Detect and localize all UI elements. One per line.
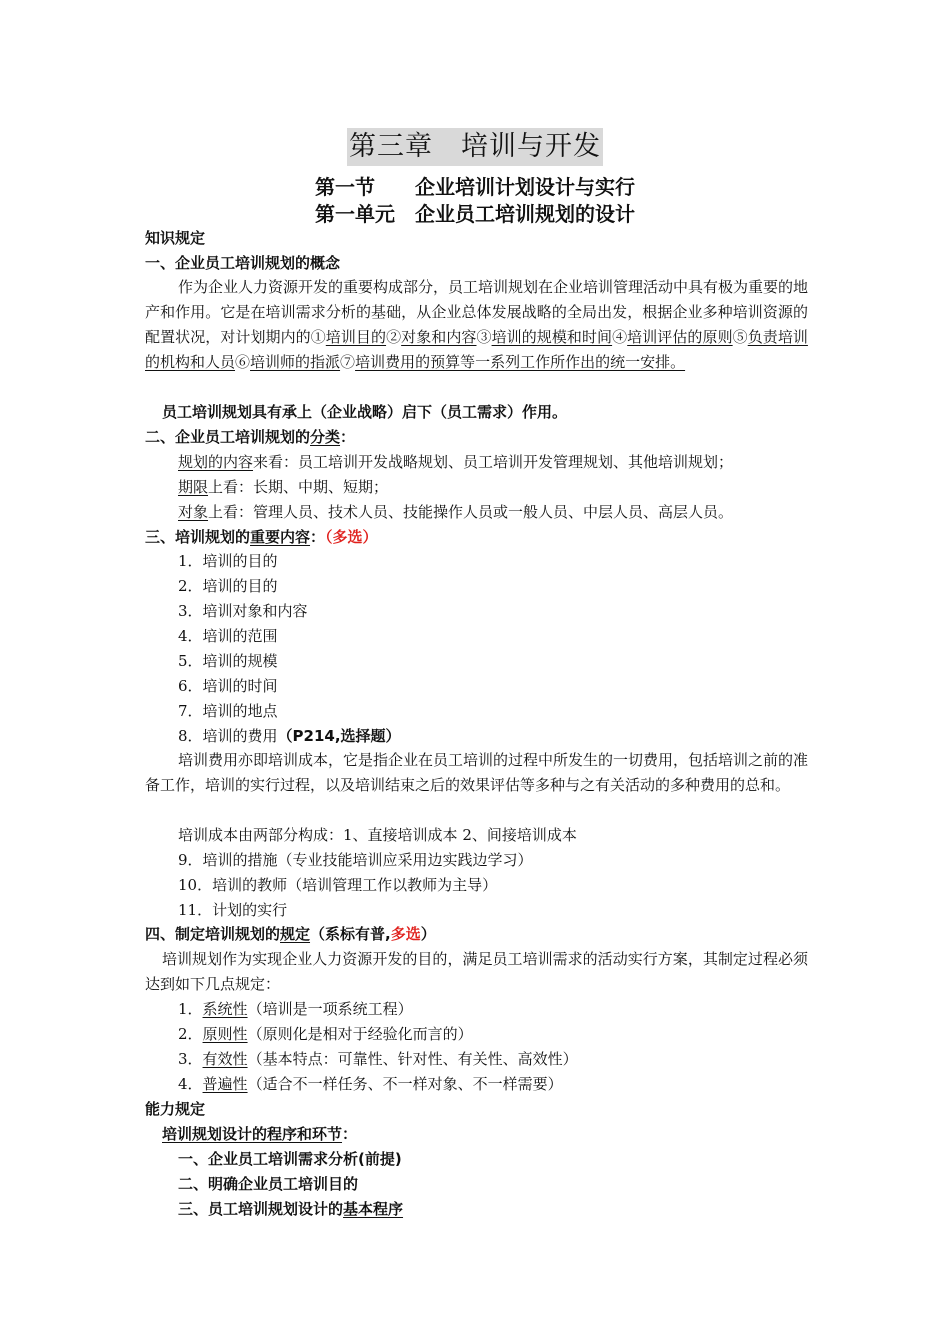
list-item: 7．培训的地点 bbox=[178, 702, 278, 720]
chapter-title: 第三章 培训与开发 bbox=[0, 128, 950, 166]
s4-intro: 培训规划作为实现企业人力资源开发的目的，满足员工培训需求的活动实行方案，其制定过程必须达到如下几点规定： bbox=[145, 950, 808, 993]
knowledge-heading: 知识规定 bbox=[145, 229, 206, 247]
list-item: 8．培训的费用（P214,选择题） bbox=[178, 727, 401, 745]
list-item: 4．普遍性（适合不一样任务、不一样对象、不一样需要） bbox=[178, 1075, 563, 1093]
list-item: 9．培训的措施（专业技能培训应采用边实践边学习） bbox=[178, 851, 533, 869]
section-title: 第一节 企业培训计划设计与实行 bbox=[315, 175, 635, 199]
list-item: 3．培训对象和内容 bbox=[178, 602, 308, 620]
list-item: 2．原则性（原则化是相对于经验化而言的） bbox=[178, 1025, 473, 1043]
list-item: 6．培训的时间 bbox=[178, 677, 278, 695]
ability-heading: 能力规定 bbox=[145, 1100, 206, 1118]
list-item: 11．计划的实行 bbox=[178, 901, 288, 919]
ability-step-3: 三、员工培训规划设计的基本程序 bbox=[178, 1200, 404, 1218]
s3-heading: 三、培训规划的重要内容：（多选） bbox=[145, 528, 378, 546]
s3-cost-paragraph: 培训费用亦即培训成本，它是指企业在员工培训的过程中所发生的一切费用，包括培训之前的准备工作，培训的实行过程，以及培训结束之后的效果评估等多种与之有关活动的多种费用的总和。 bbox=[145, 751, 809, 794]
s1-definition: 作为企业人力资源开发的重要构成部分，员工培训规划在企业培训管理活动中具有极为重要的地产和作用。它是在培训需求分析的基础，从企业总体发展战略的全局出发，根据企业多种培训资源的配置状况，对计划期内的①培训目的②对象和内容③培训的规模和时间④培训评估的原则⑤负责培训的机构和人员⑥培训师的指派⑦培训费用的预算等一系列工作所作出的统一安排。 bbox=[145, 278, 809, 371]
ability-step-2: 二、明确企业员工培训目的 bbox=[178, 1175, 359, 1193]
s1-heading: 一、企业员工培训规划的概念 bbox=[145, 254, 341, 272]
s2-by-term: 期限上看：长期、中期、短期； bbox=[178, 478, 389, 496]
list-item: 4．培训的范围 bbox=[178, 627, 278, 645]
s2-by-content: 规划的内容来看：员工培训开发战略规划、员工培训开发管理规划、其他培训规划； bbox=[178, 453, 734, 471]
ability-subheading: 培训规划设计的程序和环节： bbox=[162, 1125, 358, 1143]
list-item: 1．培训的目的 bbox=[178, 552, 278, 570]
list-item: 3．有效性（基本特点：可靠性、针对性、有关性、高效性） bbox=[178, 1050, 578, 1068]
s1-role: 员工培训规划具有承上（企业战略）启下（员工需求）作用。 bbox=[162, 403, 568, 421]
s2-by-target: 对象上看：管理人员、技术人员、技能操作人员或一般人员、中层人员、高层人员。 bbox=[178, 503, 734, 521]
ability-step-1: 一、企业员工培训需求分析(前提) bbox=[178, 1150, 402, 1168]
list-item: 1．系统性（培训是一项系统工程） bbox=[178, 1000, 413, 1018]
list-item: 10．培训的教师（培训管理工作以教师为主导） bbox=[178, 876, 498, 894]
unit-title: 第一单元 企业员工培训规划的设计 bbox=[315, 202, 635, 226]
s3-cost-split: 培训成本由两部分构成：1、直接培训成本 2、间接培训成本 bbox=[178, 826, 577, 844]
list-item: 2．培训的目的 bbox=[178, 577, 278, 595]
s2-heading: 二、企业员工培训规划的分类： bbox=[145, 428, 356, 446]
s4-heading: 四、制定培训规划的规定（系标有普,多选） bbox=[145, 925, 436, 943]
list-item: 5．培训的规模 bbox=[178, 652, 278, 670]
